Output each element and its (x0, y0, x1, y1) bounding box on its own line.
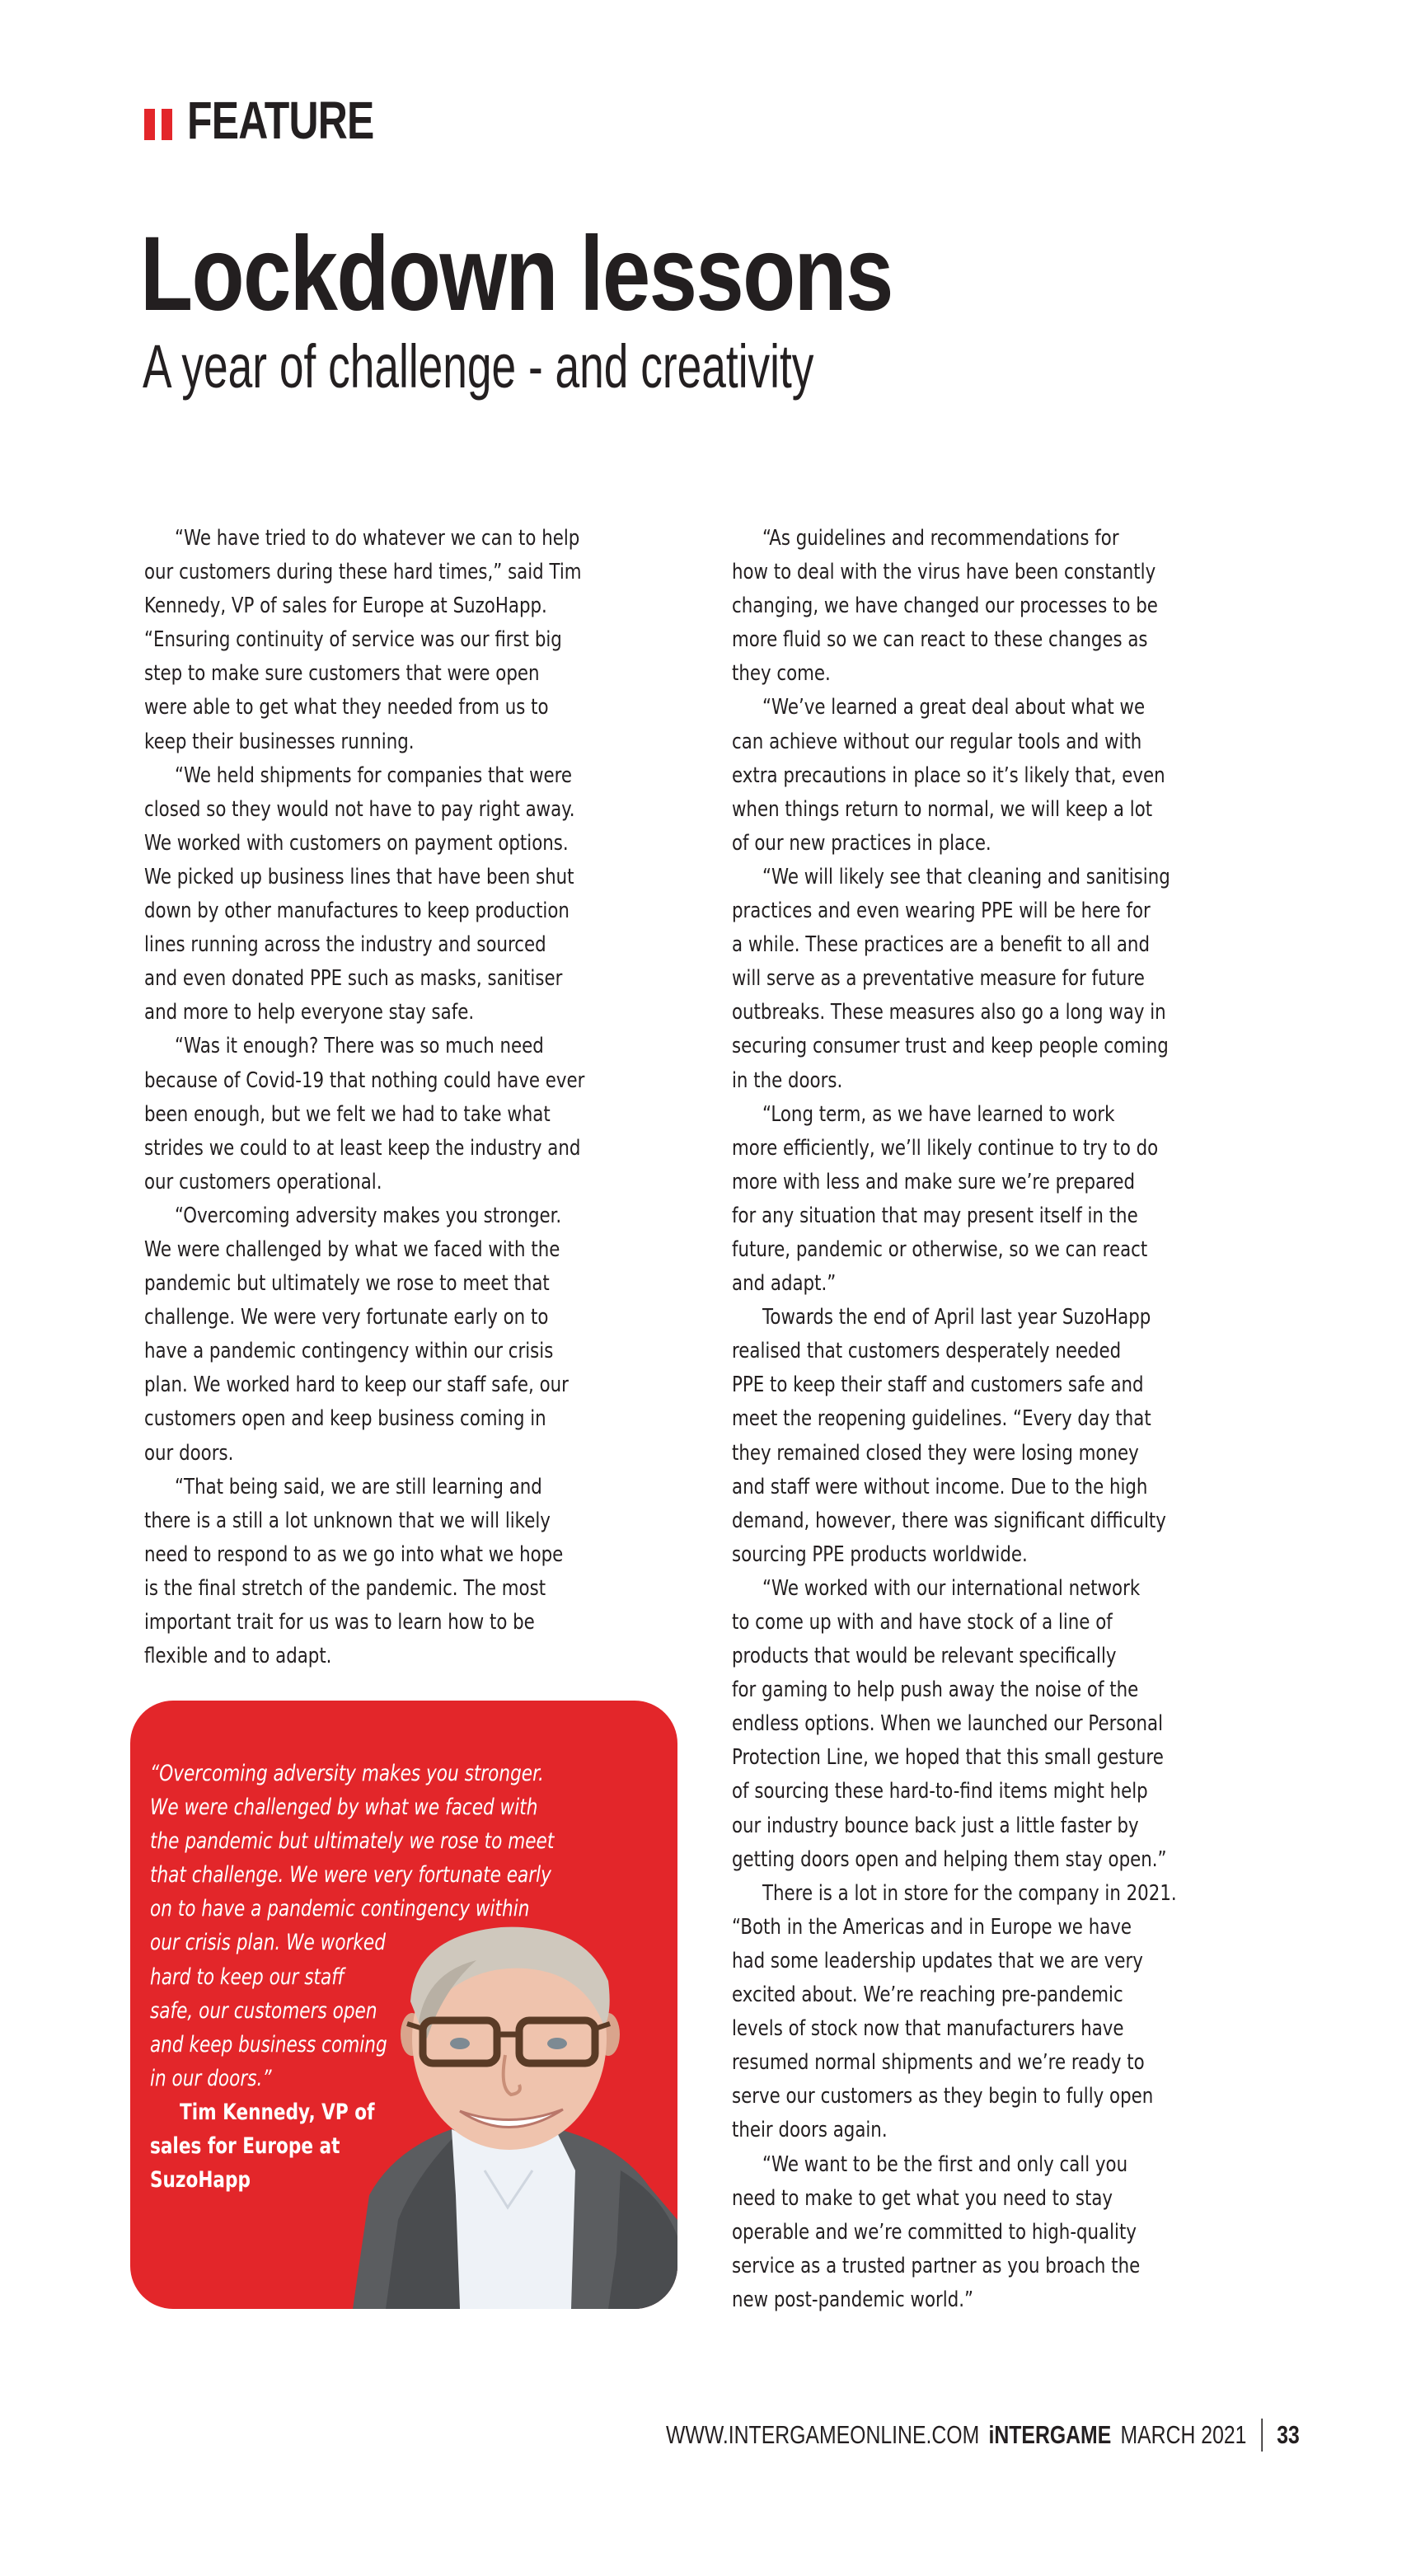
body-text-line (144, 1437, 672, 1471)
body-text-line-content: more fluid so we can react to these changes as (732, 627, 1148, 653)
page-number: 33 (1277, 2420, 1300, 2449)
body-text-line-content: of sourcing these hard-to-find items might help (732, 1779, 1148, 1804)
body-text-line (732, 1368, 1276, 1402)
body-text-line-content: have a pandemic contingency within our crisis (144, 1339, 554, 1364)
body-text-line-content: “We will likely see that cleaning and sanitising (762, 864, 1170, 889)
body-text-line-content: more with less and make sure we’re prepared (732, 1169, 1136, 1194)
body-text-line (144, 657, 672, 691)
body-text-line (144, 1538, 672, 1572)
body-text-line-content: “Long term, as we have learned to work (762, 1101, 1115, 1127)
attribution-line-content: sales for Europe at (150, 2133, 340, 2160)
attribution-line-content: Tim Kennedy, VP of (180, 2099, 375, 2125)
body-text-line (732, 1267, 1276, 1301)
body-text-line (144, 1640, 672, 1673)
body-text-line-content: “Ensuring continuity of service was our first big (144, 627, 562, 653)
body-text-line-content: extra precautions in place so it’s likely that, even (732, 762, 1165, 788)
pull-quote-line (150, 1790, 655, 1824)
body-text-line-content: our customers during these hard times,” said Tim (144, 560, 582, 585)
body-text-line (144, 928, 672, 962)
body-text-line-content: our industry bounce back just a little faster by (732, 1813, 1139, 1838)
body-text-line-content: “We’ve learned a great deal about what we (762, 695, 1146, 720)
body-text-line-content: had some leadership updates that we are very (732, 1948, 1143, 1973)
body-text-line-content: future, pandemic or otherwise, so we can react (732, 1236, 1148, 1262)
body-text-line-content: a while. These practices are a benefit to all and (732, 932, 1150, 958)
body-text-line-content: We picked up business lines that have been shut (144, 864, 574, 889)
body-text-line-content: operable and we’re committed to high-quality (732, 2219, 1137, 2245)
body-text-line-content: been enough, but we felt we had to take what (144, 1101, 551, 1127)
article-headline: Lockdown lessons (140, 215, 893, 333)
body-text-line-content: “We worked with our international network (762, 1575, 1141, 1601)
body-text-line (732, 1809, 1276, 1843)
body-text-line (144, 691, 672, 725)
body-text-line (732, 1335, 1276, 1368)
body-text-line (732, 1572, 1276, 1606)
body-text-line (732, 1132, 1276, 1166)
body-text-line (732, 1538, 1276, 1572)
body-text-line (144, 1471, 672, 1504)
body-text-line (732, 623, 1276, 657)
body-text-line (732, 1673, 1276, 1707)
body-text-line (144, 522, 672, 556)
body-text-line (144, 861, 672, 894)
body-text-line (144, 1606, 672, 1640)
body-text-line-content: challenge. We were very fortunate early on to (144, 1305, 549, 1330)
body-text-line (144, 996, 672, 1030)
body-column-left (144, 522, 672, 1673)
body-text-line-content: “That being said, we are still learning and (175, 1474, 542, 1499)
body-text-line-content: realised that customers desperately needed (732, 1339, 1122, 1364)
body-text-line (144, 556, 672, 589)
body-text-line-content: products that would be relevant specifically (732, 1644, 1117, 1669)
body-text-line (144, 1132, 672, 1166)
body-text-line-content: plan. We worked hard to keep our staff safe, our (144, 1372, 569, 1398)
body-text-line (732, 1301, 1276, 1335)
pull-quote-box (130, 1701, 677, 2309)
body-text-line-content: in the doors. (732, 1067, 843, 1093)
body-text-line (732, 1707, 1276, 1741)
body-text-line (732, 1741, 1276, 1775)
body-text-line-content: changing, we have changed our processes to be (732, 594, 1158, 619)
body-text-line-content: serve our customers as they begin to fully open (732, 2084, 1154, 2109)
footer-issue-date: MARCH 2021 (1120, 2420, 1247, 2449)
body-text-line (732, 2216, 1276, 2250)
body-text-line-content: and more to help everyone stay safe. (144, 1000, 475, 1025)
footer-publication-name: iNTERGAME (988, 2420, 1112, 2449)
body-text-line (732, 1064, 1276, 1098)
body-text-line-content: Protection Line, we hoped that this small gesture (732, 1745, 1164, 1771)
body-text-line (144, 1199, 672, 1233)
body-text-line (144, 759, 672, 793)
body-text-line (732, 1640, 1276, 1673)
body-text-line-content: sourcing PPE products worldwide. (732, 1541, 1028, 1567)
body-text-line-content: new post-pandemic world.” (732, 2287, 974, 2312)
body-text-line-content: “We held shipments for companies that were (175, 762, 573, 788)
pull-quote-line-content: in our doors.” (150, 2065, 272, 2091)
body-text-line-content: We were challenged by what we faced with the (144, 1236, 560, 1262)
body-text-line-content: how to deal with the virus have been constantly (732, 560, 1156, 585)
body-text-line (732, 2182, 1276, 2216)
body-text-line (144, 1030, 672, 1063)
body-text-line (732, 1233, 1276, 1267)
pull-quote-line (150, 1858, 655, 1892)
article-standfirst: A year of challenge - and creativity (143, 332, 814, 401)
body-text-line (144, 793, 672, 827)
body-text-line (732, 1030, 1276, 1063)
marker-bar (162, 109, 172, 140)
body-text-line-content: “As guidelines and recommendations for (762, 526, 1119, 551)
body-text-line-content: levels of stock now that manufacturers have (732, 2016, 1124, 2042)
pull-quote-line-content: on to have a pandemic contingency within (150, 1896, 530, 1922)
body-text-line (732, 657, 1276, 691)
body-text-line-content: is the final stretch of the pandemic. The most (144, 1575, 546, 1601)
body-text-line (144, 1267, 672, 1301)
body-text-line (144, 1504, 672, 1538)
body-text-line-content: our customers operational. (144, 1169, 382, 1194)
body-text-line-content: our doors. (144, 1440, 234, 1466)
body-text-line (732, 1978, 1276, 2012)
body-text-line-content: customers open and keep business coming in (144, 1406, 546, 1432)
body-text-line-content: can achieve without our regular tools and with (732, 729, 1142, 754)
body-text-line-content: service as a trusted partner as you broach the (732, 2253, 1141, 2278)
body-text-line-content: keep their businesses running. (144, 729, 415, 754)
body-text-line-content: were able to get what they needed from us to (144, 695, 549, 720)
body-text-line-content: Kennedy, VP of sales for Europe at SuzoHapp. (144, 594, 547, 619)
pull-quote-line-content: and keep business coming (150, 2031, 387, 2058)
body-text-line-content: will serve as a preventative measure for future (732, 966, 1145, 992)
body-column-right (732, 522, 1276, 2317)
body-text-line (144, 1301, 672, 1335)
body-text-line-content: securing consumer trust and keep people coming (732, 1034, 1169, 1059)
body-text-line-content: flexible and to adapt. (144, 1644, 332, 1669)
body-text-line-content: meet the reopening guidelines. “Every day that (732, 1406, 1151, 1432)
body-text-line-content: “We have tried to do whatever we can to help (175, 526, 580, 551)
body-text-line (144, 1402, 672, 1436)
pull-quote-line-content: We were challenged by what we faced with (150, 1795, 538, 1821)
body-text-line (732, 2114, 1276, 2147)
body-text-line-content: to come up with and have stock of a line of (732, 1610, 1113, 1635)
body-text-line-content: There is a lot in store for the company in 2021. (762, 1880, 1177, 1906)
body-text-line (732, 589, 1276, 623)
body-text-line-content: when things return to normal, we will keep a lot (732, 796, 1153, 822)
body-text-line (144, 589, 672, 623)
body-text-line (732, 2046, 1276, 2080)
pull-quote-line (150, 1892, 655, 1926)
body-text-line (144, 1233, 672, 1267)
body-text-line-content: more efficiently, we’ll likely continue to try to do (732, 1135, 1159, 1161)
body-text-line (732, 827, 1276, 861)
body-text-line-content: they remained closed they were losing money (732, 1440, 1139, 1466)
page-footer (666, 2419, 1425, 2452)
body-text-line (732, 759, 1276, 793)
body-text-line (144, 1098, 672, 1132)
body-text-line (732, 1402, 1276, 1436)
body-text-line (732, 556, 1276, 589)
body-text-line-content: strides we could to at least keep the industry and (144, 1135, 581, 1161)
pull-quote-lines (150, 1757, 655, 2095)
pull-quote-line (150, 1960, 655, 1994)
pull-quote-line (150, 2062, 655, 2095)
body-text-line (732, 1606, 1276, 1640)
body-text-line (732, 861, 1276, 894)
pull-quote-line (150, 1994, 655, 2028)
pull-quote-attribution (150, 2095, 655, 2197)
body-text-line-content: and adapt.” (732, 1271, 837, 1297)
body-text-line-content: We worked with customers on payment options. (144, 830, 569, 856)
section-marker (144, 91, 426, 150)
body-text-line (732, 996, 1276, 1030)
body-text-line-content: closed so they would not have to pay right away. (144, 796, 575, 822)
body-text-line (732, 691, 1276, 725)
body-text-line (144, 962, 672, 996)
body-text-line (144, 1064, 672, 1098)
body-text-line-content: and even donated PPE such as masks, sanitiser (144, 966, 563, 992)
body-text-line-content: resumed normal shipments and we’re ready to (732, 2050, 1145, 2076)
body-text-line (732, 1911, 1276, 1945)
footer-website-url[interactable]: WWW.INTERGAMEONLINE.COM (666, 2420, 980, 2449)
body-text-line (144, 827, 672, 861)
body-text-line-content: getting doors open and helping them stay open.” (732, 1846, 1167, 1872)
body-text-line (732, 894, 1276, 928)
body-text-line-content: practices and even wearing PPE will be here for (732, 899, 1151, 924)
body-text-line-content: step to make sure customers that were open (144, 661, 540, 687)
footer-divider (1261, 2419, 1263, 2452)
body-text-line-content: important trait for us was to learn how to be (144, 1610, 535, 1635)
body-text-line-content: for any situation that may present itself in the (732, 1203, 1138, 1228)
body-text-line (144, 1368, 672, 1402)
attribution-line (150, 2163, 655, 2197)
body-text-line (732, 725, 1276, 759)
body-text-line-content: outbreaks. These measures also go a long way in (732, 1000, 1166, 1025)
pull-quote-line (150, 1824, 655, 1858)
attribution-line (150, 2095, 655, 2129)
body-text-line (144, 894, 672, 928)
body-text-line-content: need to make to get what you need to stay (732, 2185, 1113, 2211)
pull-quote-line-content: the pandemic but ultimately we rose to meet (150, 1828, 555, 1855)
body-text-line (732, 2283, 1276, 2317)
section-marker-bars-icon (144, 109, 172, 140)
pull-quote-line-content: hard to keep our staff (150, 1964, 345, 1990)
body-text-line (732, 1945, 1276, 1978)
body-text-line-content: and staff were without income. Due to the high (732, 1474, 1148, 1499)
body-text-line (732, 962, 1276, 996)
body-text-line-content: lines running across the industry and sourced (144, 932, 546, 958)
body-text-line (732, 2148, 1276, 2182)
body-text-line-content: their doors again. (732, 2118, 888, 2143)
attribution-line (150, 2129, 655, 2163)
body-text-line (732, 522, 1276, 556)
body-text-line-content: of our new practices in place. (732, 830, 991, 856)
body-text-line (732, 1471, 1276, 1504)
body-text-line-content: they come. (732, 661, 831, 687)
body-text-line (144, 1335, 672, 1368)
body-text-line-content: PPE to keep their staff and customers safe and (732, 1372, 1144, 1398)
body-text-line (732, 1877, 1276, 1911)
body-text-line (144, 725, 672, 759)
body-text-line (732, 793, 1276, 827)
body-text-line (732, 1098, 1276, 1132)
body-text-line-content: excited about. We’re reaching pre-pandemic (732, 1982, 1123, 2008)
body-text-line-content: pandemic but ultimately we rose to meet that (144, 1271, 550, 1297)
body-text-line-content: demand, however, there was significant difficulty (732, 1508, 1166, 1533)
pull-quote-line (150, 1926, 655, 1959)
body-text-line (732, 1504, 1276, 1538)
body-text-line (732, 2012, 1276, 2046)
body-text-line (732, 1199, 1276, 1233)
body-text-line-content: “Was it enough? There was so much need (175, 1034, 544, 1059)
body-text-line-content: “Both in the Americas and in Europe we have (732, 1914, 1132, 1940)
body-text-line (732, 928, 1276, 962)
pull-quote-line-content: our crisis plan. We worked (150, 1930, 386, 1956)
body-text-line-content: “We want to be the first and only call you (762, 2151, 1128, 2177)
section-label: FEATURE (187, 91, 374, 150)
body-text-line-content: Towards the end of April last year SuzoHapp (762, 1305, 1151, 1330)
body-text-line (144, 1572, 672, 1606)
body-text-line-content: for gaming to help push away the noise of the (732, 1677, 1139, 1703)
pull-quote-text (150, 1757, 655, 2197)
pull-quote-line-content: that challenge. We were very fortunate early (150, 1862, 551, 1889)
body-text-line-content: down by other manufactures to keep production (144, 899, 570, 924)
pull-quote-line-content: “Overcoming adversity makes you stronger. (150, 1761, 544, 1786)
pull-quote-line (150, 1757, 655, 1790)
attribution-line-content: SuzoHapp (150, 2167, 251, 2194)
body-text-line (144, 623, 672, 657)
body-text-line (732, 1843, 1276, 1877)
body-text-line-content: there is a still a lot unknown that we will likely (144, 1508, 551, 1533)
body-text-line-content: “Overcoming adversity makes you stronger. (175, 1203, 562, 1228)
body-text-line (144, 1166, 672, 1199)
body-text-line-content: endless options. When we launched our Personal (732, 1711, 1164, 1737)
marker-bar (144, 109, 155, 140)
body-text-line (732, 2080, 1276, 2114)
body-text-line-content: because of Covid-19 that nothing could have ever (144, 1067, 585, 1093)
body-text-line (732, 1166, 1276, 1199)
body-text-line (732, 1437, 1276, 1471)
body-text-line (732, 2250, 1276, 2283)
pull-quote-line-content: safe, our customers open (150, 1997, 377, 2024)
pull-quote-line (150, 2028, 655, 2062)
body-text-line-content: need to respond to as we go into what we hope (144, 1541, 564, 1567)
body-text-line (732, 1775, 1276, 1809)
